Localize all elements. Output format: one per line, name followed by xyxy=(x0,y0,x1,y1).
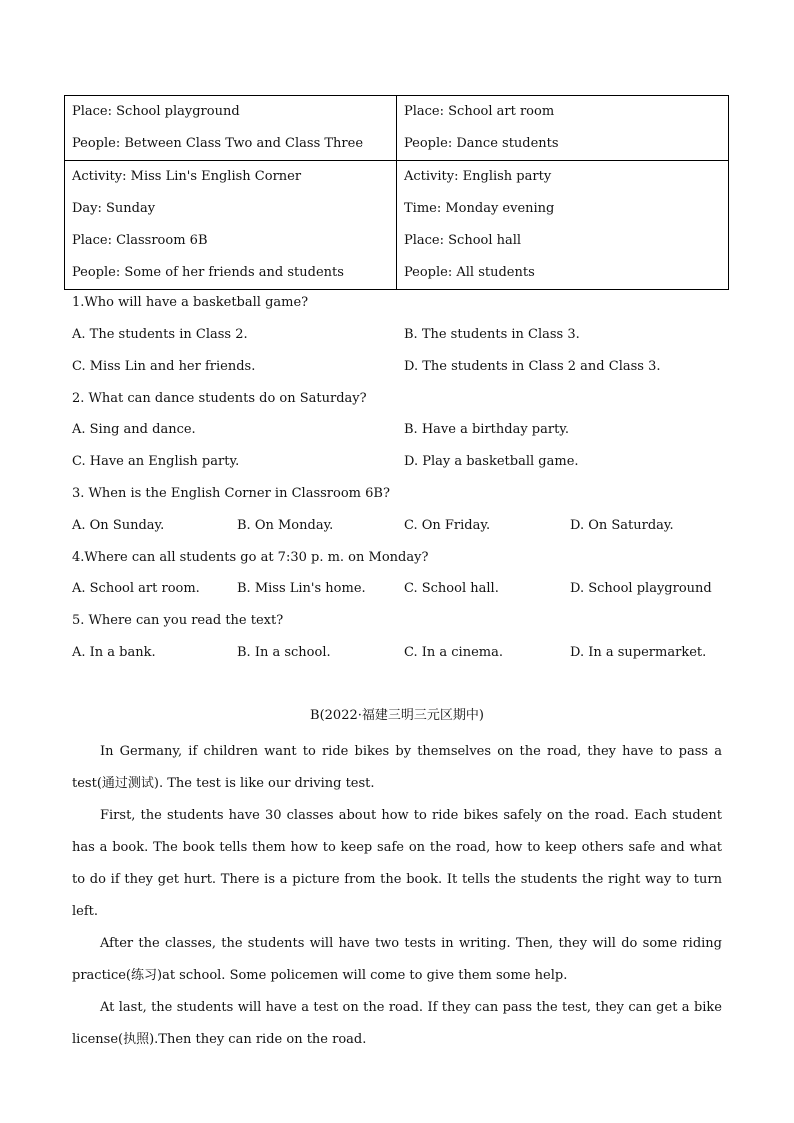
cell-line: People: Between Class Two and Class Three xyxy=(72,136,364,151)
cell-line: People: Some of her friends and students xyxy=(72,265,344,280)
cell-line: People: Dance students xyxy=(404,136,559,151)
cell-line: People: All students xyxy=(404,265,535,280)
question-1-stem: 1.Who will have a basketball game? xyxy=(72,295,309,310)
table-cell-english-corner xyxy=(65,161,397,290)
passage-paragraph: First, the students have 30 classes about how to ride bikes safely on the road. Each student has a book. The book tells them how to keep safe on the road, how to keep others safe and what to do if they get hurt. There is a picture from the book. It tells the students the right way to turn left. xyxy=(72,808,722,919)
table-cell-english-party xyxy=(397,161,729,290)
question-4-option-c[interactable]: C. School hall. xyxy=(404,581,499,596)
question-3-option-d[interactable]: D. On Saturday. xyxy=(570,518,674,533)
question-1-option-a[interactable]: A. The students in Class 2. xyxy=(72,327,248,342)
passage-paragraph: In Germany, if children want to ride bikes by themselves on the road, they have to pass a test(通过测试). The test is like our driving test. xyxy=(72,744,722,791)
question-4-stem: 4.Where can all students go at 7:30 p. m. on Monday? xyxy=(72,550,429,565)
question-4-option-a[interactable]: A. School art room. xyxy=(72,581,200,596)
passage-paragraph: At last, the students will have a test on the road. If they can pass the test, they can get a bike license(执照).Then they can ride on the road. xyxy=(72,1000,722,1047)
question-3-stem: 3. When is the English Corner in Classroom 6B? xyxy=(72,486,390,501)
question-5-option-a[interactable]: A. In a bank. xyxy=(72,645,156,660)
question-3-option-c[interactable]: C. On Friday. xyxy=(404,518,491,533)
reading-passage xyxy=(72,736,722,1056)
question-5-option-b[interactable]: B. In a school. xyxy=(237,645,331,660)
question-1-option-b[interactable]: B. The students in Class 3. xyxy=(404,327,580,342)
cell-line: Time: Monday evening xyxy=(404,201,555,216)
cell-line: Place: School art room xyxy=(404,104,555,119)
question-3-option-b[interactable]: B. On Monday. xyxy=(237,518,334,533)
passage-paragraph: After the classes, the students will have two tests in writing. Then, they will do some riding practice(练习)at school. Some policemen will come to give them some help. xyxy=(72,936,722,983)
question-3-option-a[interactable]: A. On Sunday. xyxy=(72,518,165,533)
question-5-option-c[interactable]: C. In a cinema. xyxy=(404,645,503,660)
activity-table xyxy=(64,95,729,290)
question-2-option-a[interactable]: A. Sing and dance. xyxy=(72,422,196,437)
cell-line: Day: Sunday xyxy=(72,201,156,216)
question-2-stem: 2. What can dance students do on Saturday? xyxy=(72,391,367,406)
question-2-option-b[interactable]: B. Have a birthday party. xyxy=(404,422,570,437)
question-2-option-c[interactable]: C. Have an English party. xyxy=(72,454,240,469)
table-cell-playground xyxy=(65,96,397,161)
question-1-option-d[interactable]: D. The students in Class 2 and Class 3. xyxy=(404,359,661,374)
question-5-stem: 5. Where can you read the text? xyxy=(72,613,284,628)
table-cell-art-room xyxy=(397,96,729,161)
question-5-option-d[interactable]: D. In a supermarket. xyxy=(570,645,707,660)
cell-line: Activity: English party xyxy=(404,169,552,184)
question-1-option-c[interactable]: C. Miss Lin and her friends. xyxy=(72,359,256,374)
cell-line: Place: Classroom 6B xyxy=(72,233,208,248)
table-row xyxy=(65,161,729,290)
section-b-title: B(2022·福建三明三元区期中) xyxy=(310,708,484,723)
question-2-option-d[interactable]: D. Play a basketball game. xyxy=(404,454,579,469)
table-row xyxy=(65,96,729,161)
cell-line: Activity: Miss Lin's English Corner xyxy=(72,169,302,184)
question-4-option-d[interactable]: D. School playground xyxy=(570,581,712,596)
question-4-option-b[interactable]: B. Miss Lin's home. xyxy=(237,581,366,596)
cell-line: Place: School hall xyxy=(404,233,522,248)
cell-line: Place: School playground xyxy=(72,104,240,119)
